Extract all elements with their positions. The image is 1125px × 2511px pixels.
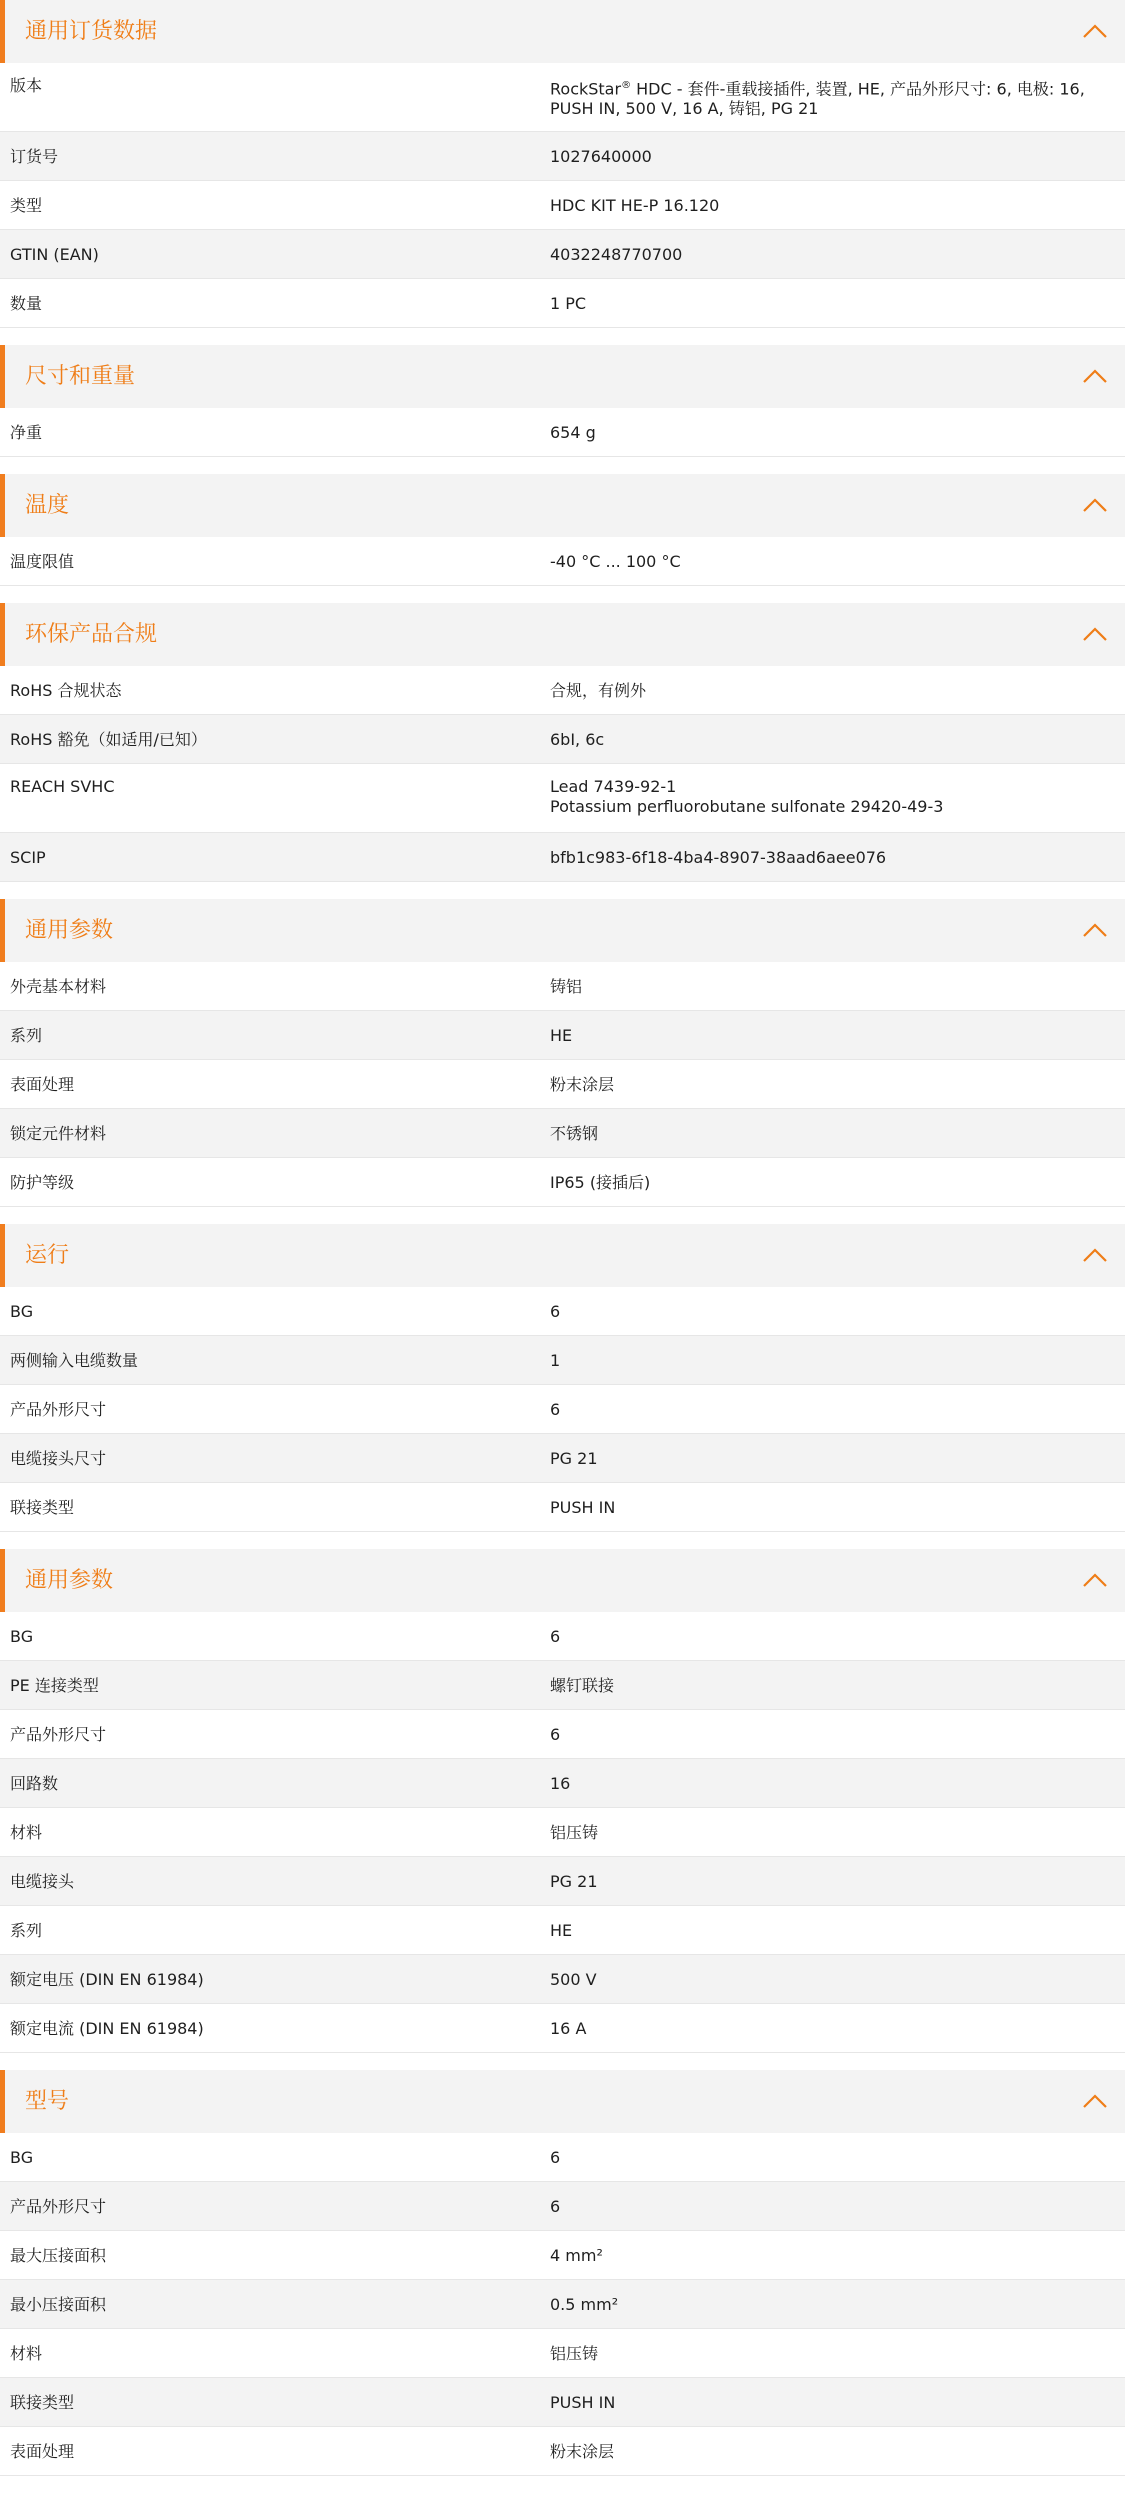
- spec-label: 材料: [10, 2344, 43, 2363]
- spec-row: [0, 181, 1125, 230]
- chevron-up-icon[interactable]: [1080, 19, 1110, 43]
- chevron-up-icon[interactable]: [1080, 364, 1110, 388]
- section-title: 运行: [25, 1243, 70, 1268]
- spec-row: [0, 408, 1125, 457]
- spec-label: 锁定元件材料: [10, 1124, 107, 1143]
- chevron-up-icon[interactable]: [1080, 622, 1110, 646]
- spec-row: [0, 666, 1125, 715]
- spec-value: 16 A: [550, 2019, 587, 2038]
- section-title: 型号: [25, 2089, 70, 2114]
- spec-label: RoHS 合规状态: [10, 681, 122, 700]
- spec-row: [0, 1287, 1125, 1336]
- spec-row: [0, 2378, 1125, 2427]
- section-header[interactable]: [0, 2070, 1125, 2133]
- spec-section: [0, 1549, 1125, 2053]
- spec-label: SCIP: [10, 848, 46, 867]
- spec-label: BG: [10, 1627, 34, 1646]
- spec-row: [0, 537, 1125, 586]
- section-title: 通用订货数据: [25, 19, 158, 44]
- spec-value: HE: [550, 1921, 573, 1940]
- spec-value: HE: [550, 1026, 573, 1045]
- spec-label: 额定电流 (DIN EN 61984): [10, 2019, 204, 2038]
- spec-row: [0, 1434, 1125, 1483]
- spec-value: 6: [550, 1627, 561, 1646]
- spec-value: 500 V: [550, 1970, 597, 1989]
- spec-label: 材料: [10, 1823, 43, 1842]
- spec-value: 螺钉联接: [550, 1676, 615, 1695]
- spec-row: [0, 1857, 1125, 1906]
- spec-label: 最大压接面积: [10, 2246, 107, 2265]
- spec-label: 表面处理: [10, 1075, 75, 1094]
- spec-value: 粉末涂层: [550, 2442, 615, 2461]
- spec-row: [0, 2427, 1125, 2476]
- spec-value: 6: [550, 1725, 561, 1744]
- spec-row: [0, 1060, 1125, 1109]
- spec-value: IP65 (接插后): [550, 1173, 651, 1192]
- spec-label: 系列: [10, 1026, 43, 1045]
- spec-value: PG 21: [550, 1872, 598, 1891]
- spec-value: 铸铝: [550, 977, 583, 996]
- spec-value: 16: [550, 1774, 571, 1793]
- spec-value: 不锈钢: [550, 1124, 599, 1143]
- spec-label: 两侧输入电缆数量: [10, 1351, 139, 1370]
- spec-value-line: Potassium perfluorobutane sulfonate 29420-49-3: [550, 797, 944, 816]
- spec-value: 粉末涂层: [550, 1075, 615, 1094]
- spec-value: HDC KIT HE-P 16.120: [550, 196, 720, 215]
- spec-label: 系列: [10, 1921, 43, 1940]
- spec-row: [0, 1955, 1125, 2004]
- spec-value: 合规，有例外: [550, 681, 647, 700]
- spec-row: [0, 1158, 1125, 1207]
- spec-row: [0, 1808, 1125, 1857]
- spec-label: 产品外形尺寸: [10, 2197, 107, 2216]
- spec-row: [0, 1612, 1125, 1661]
- spec-row: [0, 1109, 1125, 1158]
- spec-value: 1: [550, 1351, 561, 1370]
- spec-row: [0, 2280, 1125, 2329]
- spec-row: [0, 764, 1125, 833]
- spec-row: [0, 962, 1125, 1011]
- spec-value: 铝压铸: [550, 2344, 599, 2363]
- spec-label: GTIN (EAN): [10, 245, 99, 264]
- spec-value: 4032248770700: [550, 245, 683, 264]
- spec-value-line: PUSH IN, 500 V, 16 A, 铸铝, PG 21: [550, 99, 819, 119]
- spec-value: 6: [550, 2197, 561, 2216]
- spec-label: 温度限值: [10, 552, 75, 571]
- spec-value: PUSH IN: [550, 1498, 616, 1517]
- spec-label: 联接类型: [10, 2393, 75, 2412]
- spec-row: [0, 1710, 1125, 1759]
- spec-section: [0, 2070, 1125, 2476]
- spec-label: 表面处理: [10, 2442, 75, 2461]
- spec-row: [0, 1906, 1125, 1955]
- spec-value: PUSH IN: [550, 2393, 616, 2412]
- section-header[interactable]: [0, 1549, 1125, 1612]
- spec-label: 回路数: [10, 1774, 59, 1793]
- spec-value-line: Lead 7439-92-1: [550, 777, 677, 796]
- section-title: 尺寸和重量: [25, 364, 136, 389]
- chevron-up-icon[interactable]: [1080, 2089, 1110, 2113]
- spec-section: [0, 603, 1125, 882]
- spec-section: [0, 1224, 1125, 1532]
- section-header[interactable]: [0, 474, 1125, 537]
- spec-row: [0, 1385, 1125, 1434]
- spec-label: 净重: [10, 423, 43, 442]
- spec-label: 产品外形尺寸: [10, 1400, 107, 1419]
- spec-row: [0, 230, 1125, 279]
- spec-value: 铝压铸: [550, 1823, 599, 1842]
- section-header[interactable]: [0, 1224, 1125, 1287]
- chevron-up-icon[interactable]: [1080, 493, 1110, 517]
- spec-row: [0, 2182, 1125, 2231]
- spec-label: 订货号: [10, 147, 59, 166]
- spec-label: PE 连接类型: [10, 1676, 99, 1695]
- spec-section: [0, 345, 1125, 457]
- spec-row: [0, 1011, 1125, 1060]
- spec-row: [0, 1759, 1125, 1808]
- spec-value: [550, 777, 1110, 817]
- spec-label: REACH SVHC: [10, 777, 115, 796]
- spec-value: [550, 76, 1110, 119]
- spec-label: 电缆接头: [10, 1872, 75, 1891]
- spec-value: -40 °C ... 100 °C: [550, 552, 681, 571]
- spec-label: RoHS 豁免（如适用/已知）: [10, 730, 207, 749]
- spec-row: [0, 132, 1125, 181]
- spec-value: PG 21: [550, 1449, 598, 1468]
- spec-label: 防护等级: [10, 1173, 75, 1192]
- section-title: 环保产品合规: [25, 622, 158, 647]
- section-header[interactable]: [0, 603, 1125, 666]
- spec-label: 电缆接头尺寸: [10, 1449, 107, 1468]
- spec-row: [0, 63, 1125, 132]
- section-title: 温度: [25, 493, 70, 518]
- spec-value: bfb1c983-6f18-4ba4-8907-38aad6aee076: [550, 848, 887, 867]
- spec-row: [0, 1483, 1125, 1532]
- spec-label: 外壳基本材料: [10, 977, 107, 996]
- spec-row: [0, 1336, 1125, 1385]
- spec-value: 6: [550, 1302, 561, 1321]
- spec-section: [0, 899, 1125, 1207]
- chevron-up-icon[interactable]: [1080, 918, 1110, 942]
- spec-value: 654 g: [550, 423, 596, 442]
- spec-value-line: RockStar® HDC - 套件-重载接插件, 装置, HE, 产品外形尺寸: 6, 电极: 16,: [550, 79, 1085, 99]
- chevron-up-icon[interactable]: [1080, 1243, 1110, 1267]
- spec-value: 0.5 mm²: [550, 2295, 619, 2314]
- section-header[interactable]: [0, 345, 1125, 408]
- spec-label: 最小压接面积: [10, 2295, 107, 2314]
- spec-label: 产品外形尺寸: [10, 1725, 107, 1744]
- spec-row: [0, 715, 1125, 764]
- spec-row: [0, 279, 1125, 328]
- spec-label: BG: [10, 1302, 34, 1321]
- section-header[interactable]: [0, 0, 1125, 63]
- spec-row: [0, 2231, 1125, 2280]
- spec-section: [0, 0, 1125, 328]
- spec-value: 6bI, 6c: [550, 730, 605, 749]
- spec-label: BG: [10, 2148, 34, 2167]
- spec-label: 类型: [10, 196, 43, 215]
- section-title: 通用参数: [25, 1568, 114, 1593]
- spec-value: 1 PC: [550, 294, 587, 313]
- spec-label: 版本: [10, 76, 43, 95]
- spec-value: 4 mm²: [550, 2246, 603, 2265]
- spec-label: 额定电压 (DIN EN 61984): [10, 1970, 204, 1989]
- chevron-up-icon[interactable]: [1080, 1568, 1110, 1592]
- spec-label: 数量: [10, 294, 43, 313]
- spec-section: [0, 474, 1125, 586]
- spec-value: 6: [550, 2148, 561, 2167]
- section-title: 通用参数: [25, 918, 114, 943]
- spec-value: 6: [550, 1400, 561, 1419]
- spec-label: 联接类型: [10, 1498, 75, 1517]
- spec-value: 1027640000: [550, 147, 652, 166]
- spec-row: [0, 2133, 1125, 2182]
- spec-row: [0, 2329, 1125, 2378]
- spec-row: [0, 833, 1125, 882]
- spec-row: [0, 1661, 1125, 1710]
- spec-row: [0, 2004, 1125, 2053]
- section-header[interactable]: [0, 899, 1125, 962]
